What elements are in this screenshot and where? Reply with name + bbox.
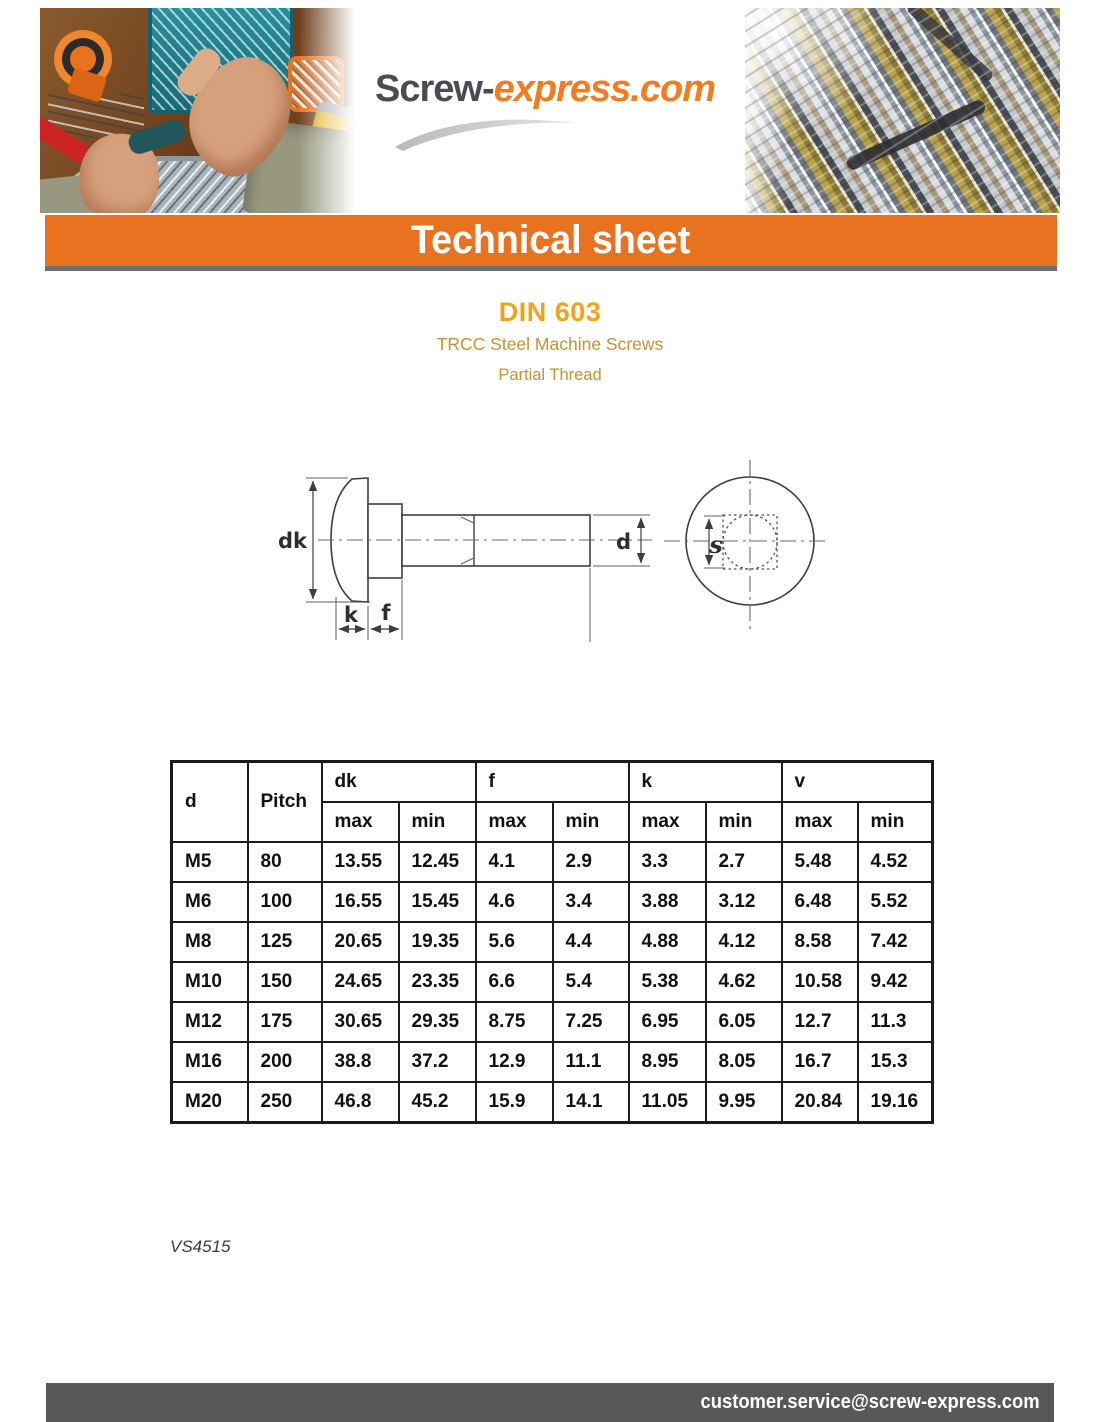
value-cell: 5.52 [858,882,933,922]
pitch-cell: 250 [248,1082,322,1123]
col-header-f: f [476,762,629,803]
value-cell: 8.58 [782,922,858,962]
size-cell: M10 [172,962,248,1002]
subheader-max: max [322,802,399,842]
value-cell: 15.3 [858,1042,933,1082]
value-cell: 4.12 [706,922,782,962]
technical-drawing [260,445,860,650]
value-cell: 9.95 [706,1082,782,1123]
value-cell: 6.05 [706,1002,782,1042]
workbench-photo [40,8,355,213]
value-cell: 5.4 [553,962,629,1002]
col-header-pitch: Pitch [248,762,322,843]
sleeve-decor [40,170,133,213]
table-header-row [172,762,933,803]
value-cell: 6.48 [782,882,858,922]
value-cell: 2.7 [706,842,782,882]
value-cell: 15.45 [399,882,476,922]
value-cell: 20.65 [322,922,399,962]
logo-text-orange: express.com [493,68,715,110]
hand-decor [173,44,226,101]
value-cell: 7.25 [553,1002,629,1042]
dim-label-f: f [381,601,391,625]
screwdriver-decor [40,115,92,166]
size-cell: M8 [172,922,248,962]
table-row [172,882,933,922]
screws-pile-photo [745,8,1060,213]
table-row [172,1002,933,1042]
dim-label-k: k [344,603,358,627]
wrench-decor [40,154,112,213]
subheader-min: min [706,802,782,842]
value-cell: 12.45 [399,842,476,882]
dim-label-d: d [615,530,631,554]
value-cell: 7.42 [858,922,933,962]
value-cell: 8.05 [706,1042,782,1082]
value-cell: 29.35 [399,1002,476,1042]
subheader-max: max [629,802,706,842]
size-cell: M5 [172,842,248,882]
value-cell: 4.62 [706,962,782,1002]
value-cell: 37.2 [399,1042,476,1082]
subheader-min: min [858,802,933,842]
table-row [172,1082,933,1123]
value-cell: 3.4 [553,882,629,922]
logo-text [375,68,731,111]
small-parts-box-decor [292,60,340,108]
hand-decor [172,42,308,190]
size-cell: M6 [172,882,248,922]
pitch-cell: 80 [248,842,322,882]
col-header-d: d [172,762,248,843]
value-cell: 3.12 [706,882,782,922]
value-cell: 9.42 [858,962,933,1002]
logo [375,68,731,151]
page-subtitle-2: Partial Thread [498,366,602,384]
banner [45,215,1057,266]
organizer-handle-decor [190,106,268,149]
table-row [172,962,933,1002]
hand-decor [67,124,170,213]
value-cell: 8.75 [476,1002,553,1042]
value-cell: 13.55 [322,842,399,882]
size-cell: M20 [172,1082,248,1123]
value-cell: 30.65 [322,1002,399,1042]
value-cell: 4.52 [858,842,933,882]
loose-screws-decor [48,94,144,138]
black-screw-decor [845,98,988,172]
size-cell: M16 [172,1042,248,1082]
tape-measure-decor [67,67,107,102]
value-cell: 4.4 [553,922,629,962]
tape-measure-decor [54,30,112,88]
wrench-decor [86,142,132,188]
value-cell: 15.9 [476,1082,553,1123]
screw-tray-decor [132,156,270,213]
col-header-v: v [782,762,933,803]
value-cell: 14.1 [553,1082,629,1123]
value-cell: 4.1 [476,842,553,882]
drill-decor [298,100,355,194]
value-cell: 19.16 [858,1082,933,1123]
logo-swoosh [389,113,589,151]
value-cell: 12.7 [782,1002,858,1042]
value-cell: 11.05 [629,1082,706,1123]
value-cell: 46.8 [322,1082,399,1123]
value-cell: 45.2 [399,1082,476,1123]
col-header-dk: dk [322,762,476,803]
value-cell: 5.38 [629,962,706,1002]
col-header-k: k [629,762,782,803]
footer-email: customer.service@screw-express.com [700,1391,1040,1413]
subheader-min: min [553,802,629,842]
value-cell: 16.7 [782,1042,858,1082]
banner-underline [45,266,1057,271]
value-cell: 5.48 [782,842,858,882]
value-cell: 4.88 [629,922,706,962]
subheader-max: max [782,802,858,842]
value-cell: 6.95 [629,1002,706,1042]
tool-grip-decor [126,118,188,157]
table-row [172,842,933,882]
black-screw-decor [905,8,995,83]
page-title: DIN 603 [498,297,602,327]
value-cell: 23.35 [399,962,476,1002]
dim-label-dk: dk [278,529,307,553]
value-cell: 24.65 [322,962,399,1002]
pitch-cell: 200 [248,1042,322,1082]
spec-table [170,760,934,1124]
subheader-min: min [399,802,476,842]
dim-label-s: s [709,530,723,559]
sleeve-decor [242,118,355,213]
value-cell: 19.35 [399,922,476,962]
value-cell: 12.9 [476,1042,553,1082]
value-cell: 3.3 [629,842,706,882]
spec-table-body [172,842,933,1123]
value-cell: 5.6 [476,922,553,962]
value-cell: 4.6 [476,882,553,922]
value-cell: 16.55 [322,882,399,922]
value-cell: 6.6 [476,962,553,1002]
value-cell: 8.95 [629,1042,706,1082]
subheader-max: max [476,802,553,842]
value-cell: 10.58 [782,962,858,1002]
pitch-cell: 100 [248,882,322,922]
doc-code: VS4515 [170,1237,231,1256]
table-row [172,922,933,962]
size-cell: M12 [172,1002,248,1042]
value-cell: 11.1 [553,1042,629,1082]
table-row [172,1042,933,1082]
pitch-cell: 150 [248,962,322,1002]
pitch-cell: 175 [248,1002,322,1042]
page-subtitle: TRCC Steel Machine Screws [436,334,664,354]
value-cell: 11.3 [858,1002,933,1042]
footer-bar [46,1383,1054,1422]
screw-organizer-decor [148,8,294,114]
pitch-cell: 125 [248,922,322,962]
value-cell: 2.9 [553,842,629,882]
value-cell: 38.8 [322,1042,399,1082]
value-cell: 3.88 [629,882,706,922]
value-cell: 20.84 [782,1082,858,1123]
banner-title: Technical sheet [411,218,691,262]
logo-text-gray: Screw- [375,68,494,110]
bolt-square-neck [368,504,402,578]
